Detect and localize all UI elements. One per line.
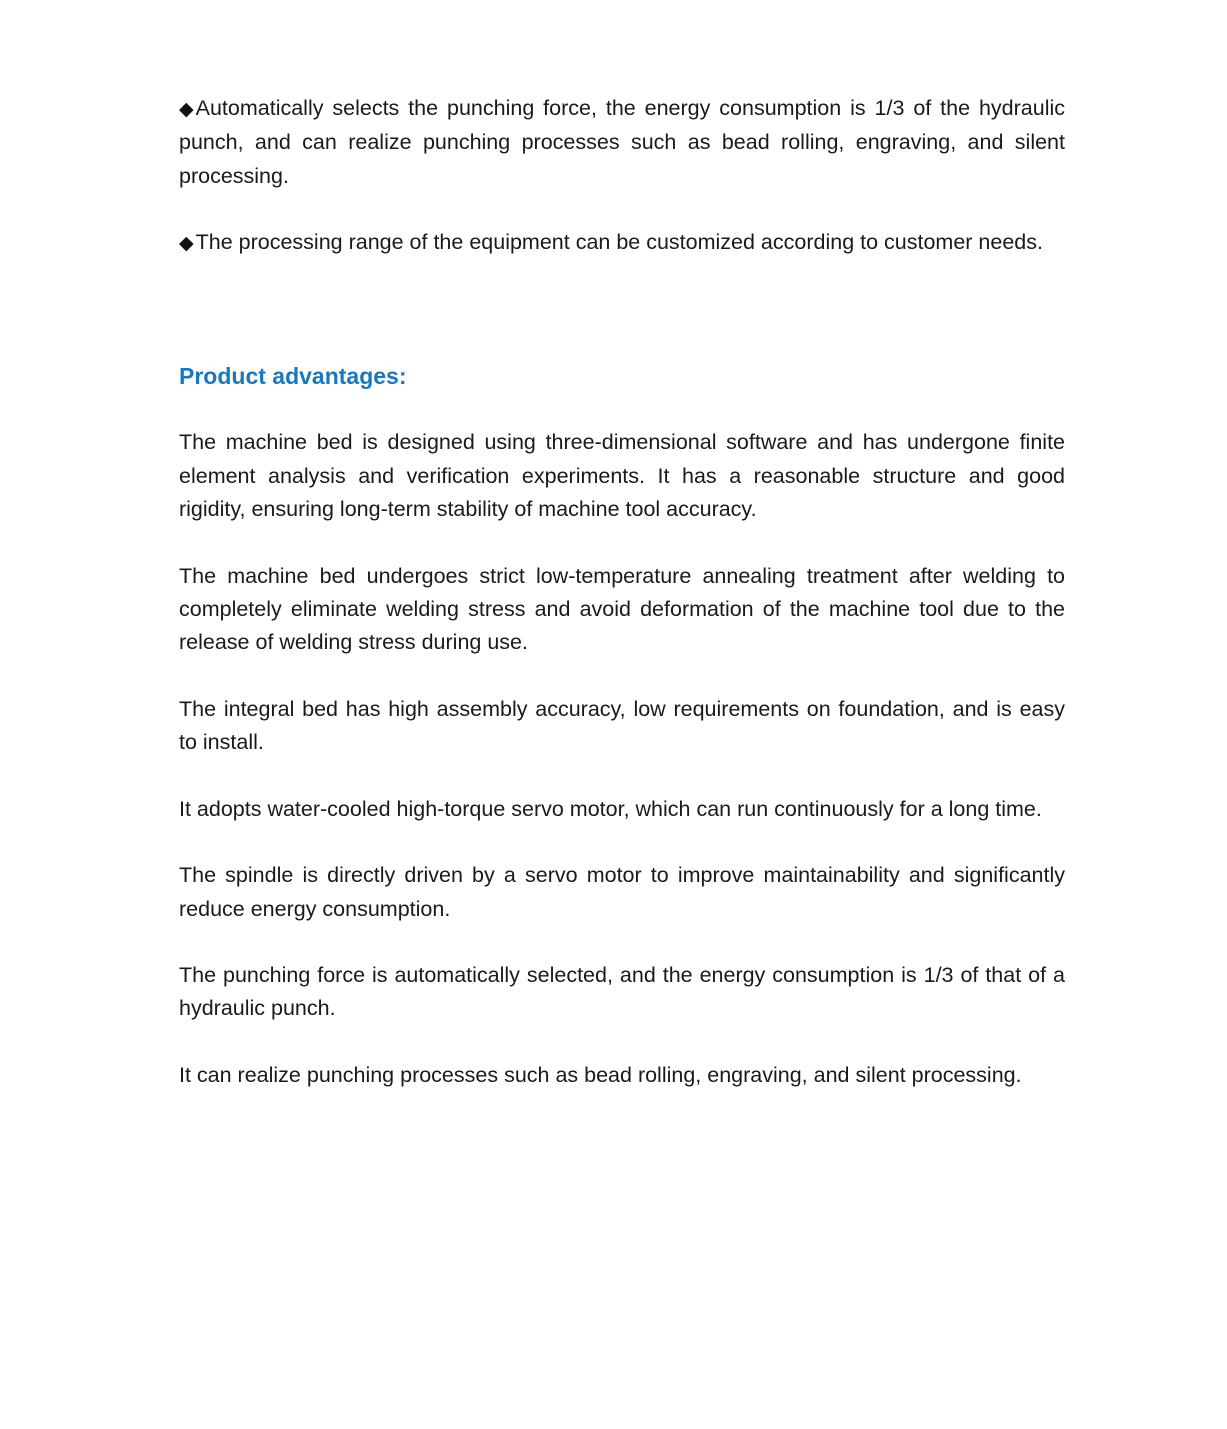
advantage-paragraph: It can realize punching processes such as bead rolling, engraving, and silent processing.: [179, 1063, 1022, 1088]
feature-text: The processing range of the equipment can be customized according to customer needs.: [195, 230, 1043, 255]
feature-item: [179, 226, 1065, 260]
feature-list: [179, 92, 1065, 260]
advantage-paragraph: The punching force is automatically selected, and the energy consumption is 1/3 of that of a hydraulic punch.: [179, 963, 1065, 1021]
advantage-paragraph: The machine bed is designed using three-dimensional software and has undergone finite element analysis and verification experiments. It has a reasonable structure and good rigidity, ensuring long-term stability of machine tool accuracy.: [179, 430, 1065, 521]
advantage-paragraph: The machine bed undergoes strict low-temperature annealing treatment after welding to completely eliminate welding stress and avoid deformation of the machine tool due to the release of welding stress during use.: [179, 563, 1065, 655]
section-heading: Product advantages:: [179, 362, 407, 389]
diamond-bullet-icon: ◆: [179, 233, 194, 255]
diamond-bullet-icon: ◆: [179, 99, 194, 120]
advantages-list: [179, 426, 1065, 1092]
advantage-paragraph: It adopts water-cooled high-torque servo motor, which can run continuously for a long time.: [179, 796, 1042, 821]
advantage-paragraph: The spindle is directly driven by a servo motor to improve maintainability and significantly reduce energy consumption.: [179, 863, 1065, 921]
feature-text: Automatically selects the punching force, the energy consumption is 1/3 of the hydraulic punch, and can realize punching processes such as bead rolling, engraving, and silent processing.: [179, 96, 1065, 188]
feature-item: [179, 92, 1065, 193]
document-page: [179, 92, 1065, 1126]
section-spacer: [179, 294, 1065, 360]
advantage-paragraph: The integral bed has high assembly accuracy, low requirements on foundation, and is easy to install.: [179, 696, 1065, 755]
